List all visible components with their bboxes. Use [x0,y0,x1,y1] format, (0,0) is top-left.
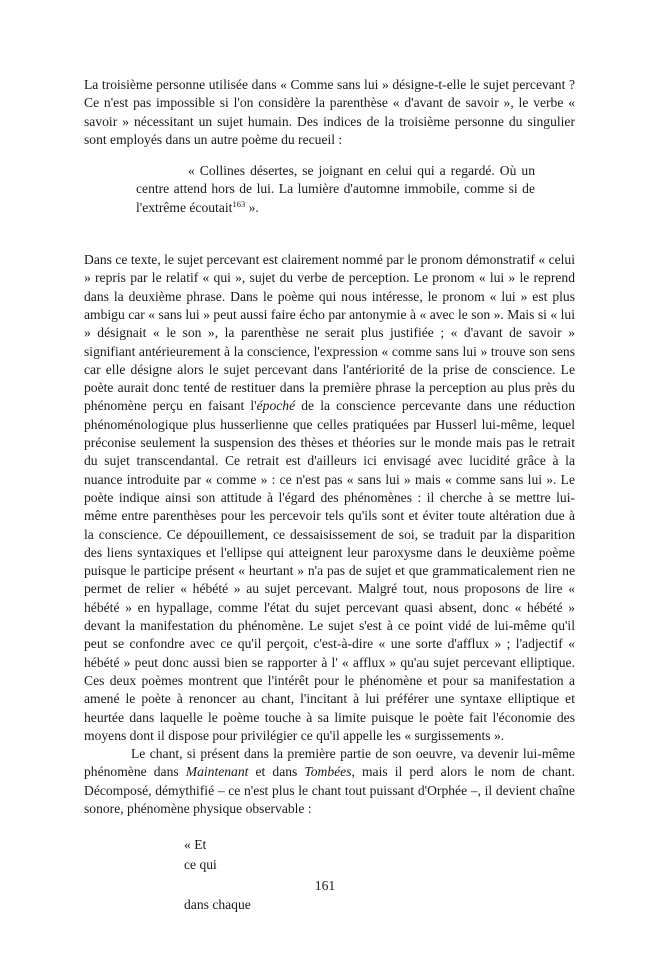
poem-line-3: dans chaque [184,897,251,913]
poem-line-2: ce qui [184,857,217,873]
paragraph-3-part-3: , mais il perd alors le nom de chant. Décomposé, démythifié – ce n'est plus le chant tout puissant d'Orphée –, il devient chaîne sonore, phénomène physique observable : [84,764,575,816]
page-number: 161 [314,878,336,893]
epoche-term: époché [256,398,296,414]
paragraph-3-part-2: et dans [248,764,305,780]
poem-excerpt [84,835,575,915]
page-content [84,76,575,915]
spacer [84,217,575,251]
paragraph-3-part-1: Le chant, si présent dans la première partie de son oeuvre, va devenir lui-même phénomène dans [84,746,575,780]
spacer [84,818,575,835]
quote-closing: ». [245,199,259,215]
book-title-tombees: Tombées [304,764,352,780]
quote-text: « Collines désertes, se joignant en celui qui a regardé. Où un centre attend hors de lui. La lumière d'automne immobile, comme si de l'extrême écoutait [136,163,535,215]
footnote-reference[interactable]: 163 [232,198,246,209]
paragraph-2-part-1: Dans ce texte, le sujet percevant est clairement nommé par le pronom démonstratif « celui » repris par le relatif « qui », sujet du verbe de perception. Le pronom « lui » le reprend dans la deuxième phrase. Dans le poème qui nous intéresse, le pronom « lui » est plus ambigu car « sans lui » peut aussi faire écho par antonymie à « avec le son ». Mais si « lui » désignait « le son », la parenthèse ne serait plus justifiée ; « d'avant de savoir » signifiant antérieurement à la conscience, l'expression « comme sans lui » trouve son sens car elle désigne alors le sujet percevant dans l'antériorité de la prise de conscience. Le poète aurait donc tenté de restituer dans la première phrase la perception au plus près du phénomène perçu en faisant l' [84,252,575,414]
paragraph-2 [84,251,575,745]
book-title-maintenant: Maintenant [185,764,249,780]
block-quote [84,162,575,217]
paragraph-2-part-2: de la conscience percevante dans une réduction phénoménologique plus husserlienne que celles pratiquées par Husserl lui-même, lequel préconise seulement la suspension des thèses et théories sur le monde mais pas le retrait du sujet transcendantal. Ce retrait est d'ailleurs ici envisagé avec lucidité grâce à la nuance introduite par « comme » : ce n'est pas « sans lui » mais « comme sans lui ». Le poète indique ainsi son attitude à l'égard des phénomènes : il cherche à se mettre lui-même entre parenthèses pour les percevoir tels qu'ils sont et éviter toute altération due à la conscience. Ce dépouillement, ce dessaisissement de soi, se traduit par la disparition des liens syntaxiques et l'ellipse qui atteignent leur paroxysme dans le deuxième poème puisque le participe présent « heurtant » n'a pas de sujet et que grammaticalement rien ne permet de relier « hébété » au sujet percevant. Malgré tout, nous proposons de lire « hébété » en hypallage, comme l'état du sujet percevant quasi absent, donc « hébété » devant la manifestation du phénomène. Le sujet s'est à ce point vidé de lui-même qu'il peut se confondre avec ce qu'il perçoit, c'est-à-dire « une sorte d'afflux » ; l'adjectif « hébété » peut donc aussi bien se rapporter à l' « afflux » qu'au sujet percevant elliptique. Ces deux poèmes montrent que l'intérêt pour le phénomène et pour sa manifestation a amené le poète à renoncer au chant, l'incitant à lui préférer une syntaxe elliptique et heurtée dans laquelle le poème touche à sa limite puisque le poète fait l'économie des moyens dont il dispose pour privilégier ce qu'il appelle les « surgissements ». [84,398,576,743]
paragraph-3 [84,745,575,818]
spacer [84,149,575,162]
poem-line-1: « Et [184,837,207,853]
paragraph-1: La troisième personne utilisée dans « Comme sans lui » désigne-t-elle le sujet percevant ? Ce n'est pas impossible si l'on considère la parenthèse « d'avant de savoir », le verbe « savoir » nécessitant un sujet humain. Des indices de la troisième personne du singulier sont employés dans un autre poème du recueil : [84,77,575,147]
